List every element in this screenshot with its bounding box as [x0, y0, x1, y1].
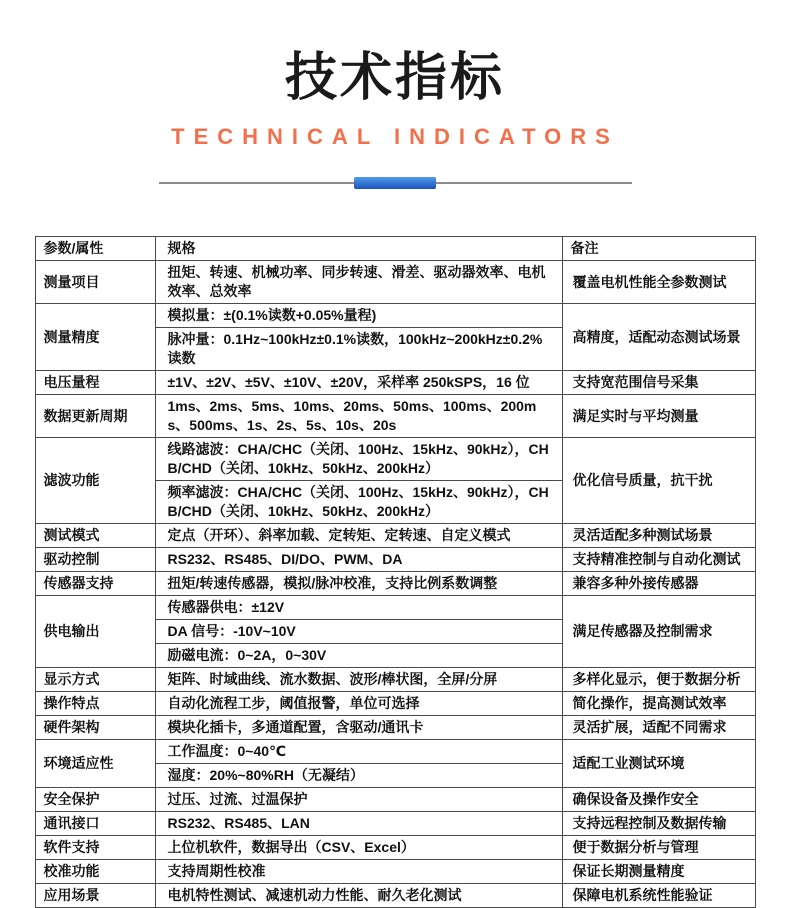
header-spec: 规格 — [155, 237, 562, 261]
table-row — [35, 740, 755, 764]
spec-cell: 定点（开环）、斜率加载、定转矩、定转速、自定义模式 — [155, 524, 562, 548]
spec-cell: 过压、过流、过温保护 — [155, 788, 562, 812]
page-title: 技术指标 — [284, 49, 505, 107]
remark-cell: 满足传感器及控制需求 — [562, 596, 755, 668]
spec-cell: 模拟量：±(0.1%读数+0.05%量程) — [155, 304, 562, 328]
param-cell: 环境适应性 — [35, 740, 155, 788]
table-row — [35, 716, 755, 740]
table-row — [35, 438, 755, 481]
table-row — [35, 692, 755, 716]
spec-cell: 扭矩、转速、机械功率、同步转速、滑差、驱动器效率、电机效率、总效率 — [155, 261, 562, 304]
divider-accent — [354, 177, 436, 189]
param-cell: 数据更新周期 — [35, 395, 155, 438]
table-row — [35, 836, 755, 860]
table-header-row — [35, 237, 755, 261]
section-header — [0, 0, 790, 189]
param-cell: 应用场景 — [35, 884, 155, 908]
table-row — [35, 304, 755, 328]
remark-cell: 保证长期测量精度 — [562, 860, 755, 884]
page-subtitle: TECHNICAL INDICATORS — [171, 124, 619, 150]
param-cell: 供电输出 — [35, 596, 155, 668]
remark-cell: 多样化显示，便于数据分析 — [562, 668, 755, 692]
section-divider — [159, 177, 632, 189]
table-row — [35, 371, 755, 395]
spec-cell: ±1V、±2V、±5V、±10V、±20V，采样率 250kSPS，16 位 — [155, 371, 562, 395]
spec-cell: 上位机软件，数据导出（CSV、Excel） — [155, 836, 562, 860]
param-cell: 显示方式 — [35, 668, 155, 692]
param-cell: 测试模式 — [35, 524, 155, 548]
remark-cell: 支持精准控制与自动化测试 — [562, 548, 755, 572]
spec-cell: 1ms、2ms、5ms、10ms、20ms、50ms、100ms、200ms、500ms、1s、2s、5s、10s、20s — [155, 395, 562, 438]
remark-cell: 便于数据分析与管理 — [562, 836, 755, 860]
spec-cell: 工作温度：0~40℃ — [155, 740, 562, 764]
table-row — [35, 572, 755, 596]
table-row — [35, 596, 755, 620]
param-cell: 硬件架构 — [35, 716, 155, 740]
param-cell: 安全保护 — [35, 788, 155, 812]
spec-cell: RS232、RS485、DI/DO、PWM、DA — [155, 548, 562, 572]
spec-cell: 支持周期性校准 — [155, 860, 562, 884]
spec-cell: 传感器供电：±12V — [155, 596, 562, 620]
table-row — [35, 261, 755, 304]
header-param: 参数/属性 — [35, 237, 155, 261]
remark-cell: 确保设备及操作安全 — [562, 788, 755, 812]
remark-cell: 灵活适配多种测试场景 — [562, 524, 755, 548]
remark-cell: 支持远程控制及数据传输 — [562, 812, 755, 836]
param-cell: 电压量程 — [35, 371, 155, 395]
table-row — [35, 548, 755, 572]
table-row — [35, 524, 755, 548]
remark-cell: 保障电机系统性能验证 — [562, 884, 755, 908]
param-cell: 校准功能 — [35, 860, 155, 884]
spec-cell: 频率滤波：CHA/CHC（关闭、100Hz、15kHz、90kHz），CHB/CHD（关闭、10kHz、50kHz、200kHz） — [155, 481, 562, 524]
remark-cell: 兼容多种外接传感器 — [562, 572, 755, 596]
header-remark: 备注 — [562, 237, 755, 261]
remark-cell: 简化操作，提高测试效率 — [562, 692, 755, 716]
spec-cell: DA 信号：-10V~10V — [155, 620, 562, 644]
param-cell: 测量项目 — [35, 261, 155, 304]
spec-cell: 自动化流程工步，阈值报警，单位可选择 — [155, 692, 562, 716]
table-row — [35, 668, 755, 692]
param-cell: 通讯接口 — [35, 812, 155, 836]
spec-cell: 脉冲量：0.1Hz~100kHz±0.1%读数，100kHz~200kHz±0.2%读数 — [155, 328, 562, 371]
table-row — [35, 812, 755, 836]
table-row — [35, 788, 755, 812]
param-cell: 传感器支持 — [35, 572, 155, 596]
spec-cell: 电机特性测试、减速机动力性能、耐久老化测试 — [155, 884, 562, 908]
remark-cell: 满足实时与平均测量 — [562, 395, 755, 438]
spec-cell: 模块化插卡，多通道配置，含驱动/通讯卡 — [155, 716, 562, 740]
spec-cell: 线路滤波：CHA/CHC（关闭、100Hz、15kHz、90kHz），CHB/CHD（关闭、10kHz、50kHz、200kHz） — [155, 438, 562, 481]
remark-cell: 优化信号质量，抗干扰 — [562, 438, 755, 524]
param-cell: 操作特点 — [35, 692, 155, 716]
table-row — [35, 884, 755, 908]
remark-cell: 适配工业测试环境 — [562, 740, 755, 788]
table-row — [35, 860, 755, 884]
remark-cell: 高精度，适配动态测试场景 — [562, 304, 755, 371]
spec-cell: 扭矩/转速传感器，模拟/脉冲校准，支持比例系数调整 — [155, 572, 562, 596]
param-cell: 测量精度 — [35, 304, 155, 371]
spec-cell: RS232、RS485、LAN — [155, 812, 562, 836]
param-cell: 软件支持 — [35, 836, 155, 860]
remark-cell: 灵活扩展，适配不同需求 — [562, 716, 755, 740]
param-cell: 驱动控制 — [35, 548, 155, 572]
remark-cell: 支持宽范围信号采集 — [562, 371, 755, 395]
spec-cell: 励磁电流：0~2A，0~30V — [155, 644, 562, 668]
spec-cell: 矩阵、时域曲线、流水数据、波形/棒状图，全屏/分屏 — [155, 668, 562, 692]
remark-cell: 覆盖电机性能全参数测试 — [562, 261, 755, 304]
spec-table — [35, 236, 756, 908]
spec-cell: 湿度：20%~80%RH（无凝结） — [155, 764, 562, 788]
param-cell: 滤波功能 — [35, 438, 155, 524]
table-row — [35, 395, 755, 438]
